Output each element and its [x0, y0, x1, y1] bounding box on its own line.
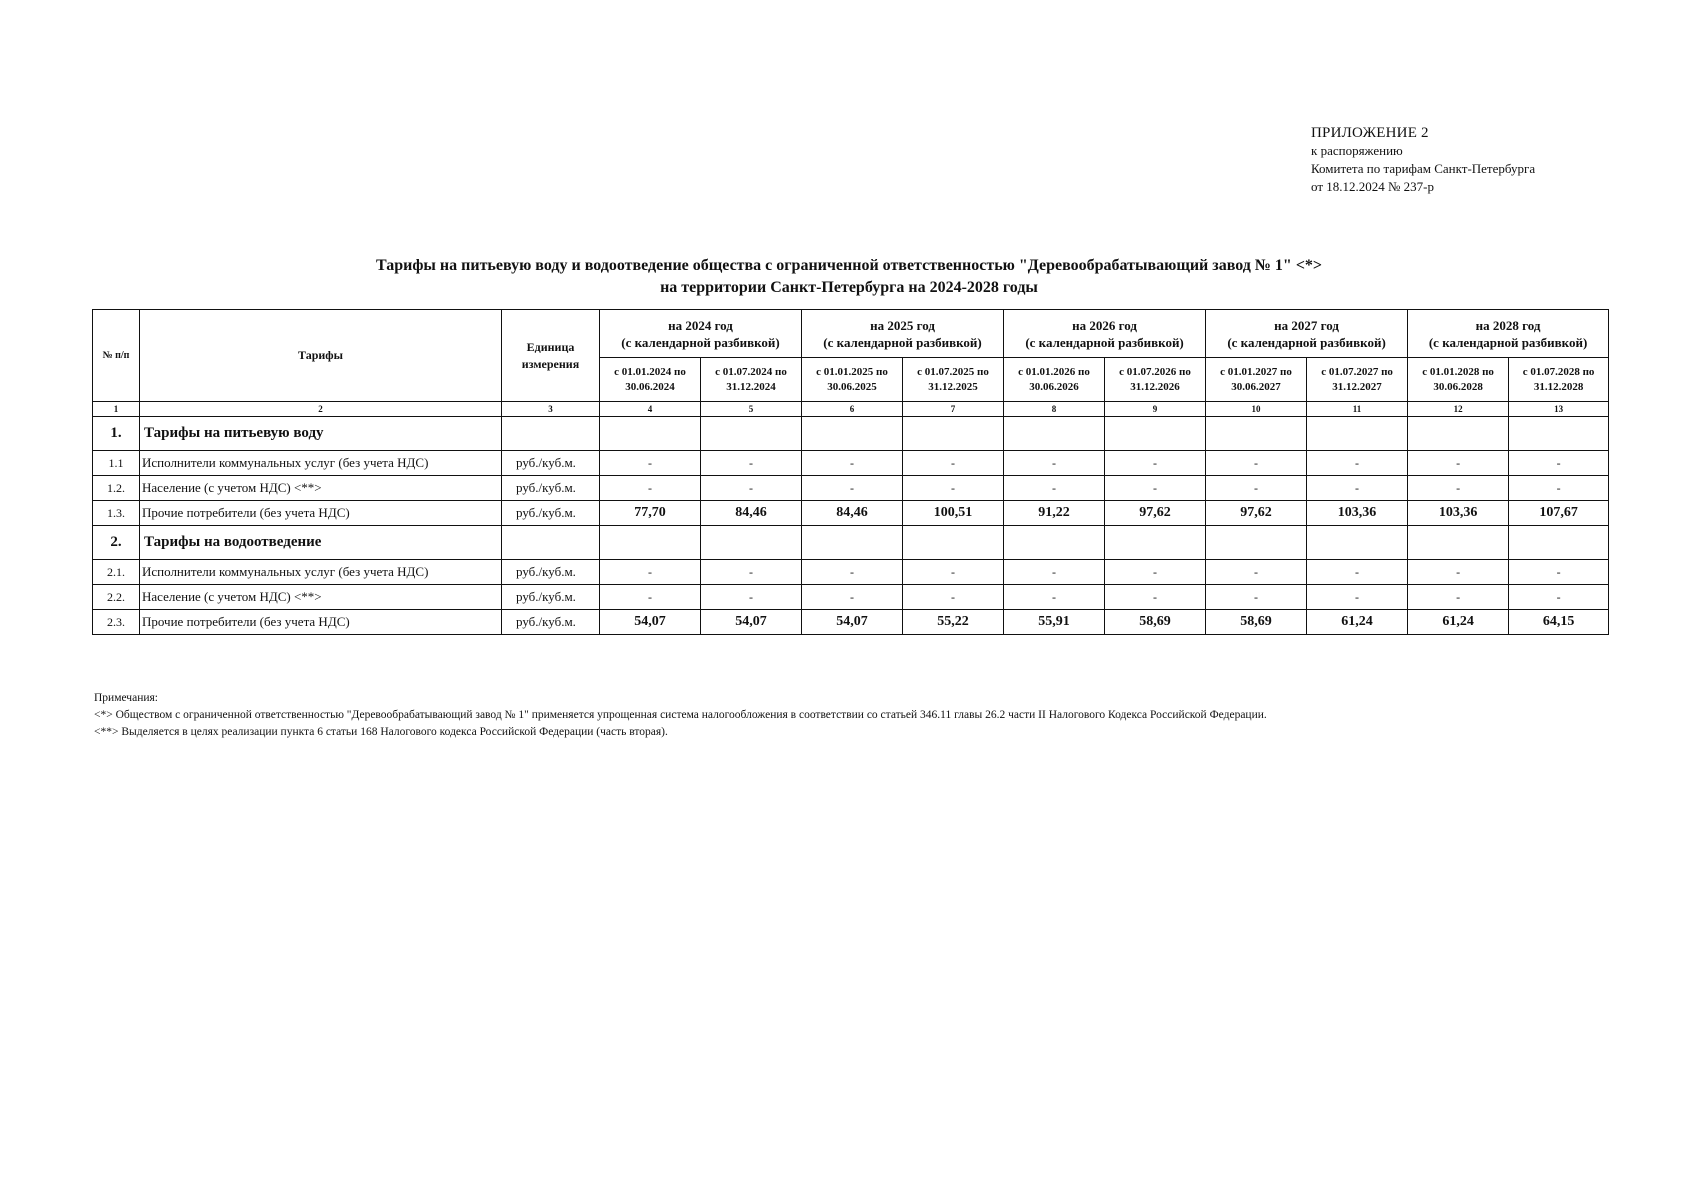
consumer-category: Исполнители коммунальных услуг (без учета НДС) [140, 451, 502, 476]
breakdown-label: (с календарной разбивкой) [1227, 334, 1386, 350]
tariff-value: 97,62 [1105, 501, 1206, 526]
empty-cell [1509, 526, 1609, 560]
tariff-value: - [903, 560, 1004, 585]
empty-cell [600, 526, 701, 560]
tariff-value: - [1408, 560, 1509, 585]
tariff-value: 107,67 [1509, 501, 1609, 526]
breakdown-label: (с календарной разбивкой) [1025, 334, 1184, 350]
row-number: 1.2. [93, 476, 140, 501]
breakdown-label: (с календарной разбивкой) [1428, 334, 1588, 350]
notes-heading: Примечания: [94, 692, 158, 704]
empty-cell [1206, 526, 1307, 560]
tariff-value: 100,51 [903, 501, 1004, 526]
column-number: 8 [1004, 402, 1105, 417]
empty-cell [1105, 526, 1206, 560]
empty-cell [502, 417, 600, 451]
empty-cell [1206, 417, 1307, 451]
tariff-value: 55,22 [903, 610, 1004, 635]
header-period: с 01.01.2028 по 30.06.2028 [1408, 358, 1509, 402]
tariff-value: - [1206, 585, 1307, 610]
header-period: с 01.01.2026 по 30.06.2026 [1004, 358, 1105, 402]
tariff-value: - [1004, 560, 1105, 585]
header-row [93, 310, 1609, 358]
header-year [1408, 310, 1609, 358]
column-number: 1 [93, 402, 140, 417]
tariff-value: - [701, 585, 802, 610]
tariff-value: - [1307, 585, 1408, 610]
header-period: с 01.01.2025 по 30.06.2025 [802, 358, 903, 402]
empty-cell [701, 526, 802, 560]
empty-cell [701, 417, 802, 451]
breakdown-label: (с календарной разбивкой) [823, 334, 982, 350]
tariff-value: 103,36 [1307, 501, 1408, 526]
tariff-value: - [701, 476, 802, 501]
header-period: с 01.07.2028 по 31.12.2028 [1509, 358, 1609, 402]
appendix-line: Комитета по тарифам Санкт-Петербурга [1311, 161, 1536, 176]
tariff-value: - [1509, 476, 1609, 501]
document-title [92, 255, 1606, 299]
column-number: 5 [701, 402, 802, 417]
tariff-value: - [1307, 451, 1408, 476]
empty-cell [802, 526, 903, 560]
document-title-line: Тарифы на питьевую воду и водоотведение общества с ограниченной ответственностью "Деревообрабатывающий завод № 1" <*> [375, 257, 1323, 274]
unit-cell: руб./куб.м. [502, 610, 600, 635]
appendix-title: ПРИЛОЖЕНИЕ 2 [1311, 125, 1429, 141]
tariff-value: - [1408, 451, 1509, 476]
empty-cell [1408, 417, 1509, 451]
note-item: <*> Обществом с ограниченной ответственностью "Деревообрабатывающий завод № 1" применяется упрощенная система налогообложения в соответствии со статьей 346.11 главы 26.2 части II Налогового Кодекса Российской Федерации. [94, 709, 1267, 721]
column-number: 12 [1408, 402, 1509, 417]
empty-cell [600, 417, 701, 451]
table-row [93, 610, 1609, 635]
header-period: с 01.01.2027 по 30.06.2027 [1206, 358, 1307, 402]
tariff-value: - [600, 451, 701, 476]
tariff-value: - [1105, 560, 1206, 585]
tariff-value: - [1004, 476, 1105, 501]
tariff-value: 61,24 [1307, 610, 1408, 635]
tariff-value: - [1509, 451, 1609, 476]
header-period: с 01.01.2024 по 30.06.2024 [600, 358, 701, 402]
tariff-value: 58,69 [1105, 610, 1206, 635]
tariff-value: - [1105, 451, 1206, 476]
tariff-value: 54,07 [701, 610, 802, 635]
tariff-value: 54,07 [802, 610, 903, 635]
tariff-value: 103,36 [1408, 501, 1509, 526]
table-row [93, 451, 1609, 476]
row-number: 2.1. [93, 560, 140, 585]
breakdown-label: (с календарной разбивкой) [621, 334, 780, 350]
unit-cell: руб./куб.м. [502, 451, 600, 476]
tariff-value: - [701, 451, 802, 476]
appendix-line: от 18.12.2024 № 237-р [1311, 179, 1434, 194]
table-row [93, 501, 1609, 526]
tariff-value: 55,91 [1004, 610, 1105, 635]
empty-cell [903, 417, 1004, 451]
section-number: 2. [93, 526, 140, 560]
tariff-value: 84,46 [802, 501, 903, 526]
consumer-category: Население (с учетом НДС) <**> [140, 585, 502, 610]
tariff-value: - [1307, 476, 1408, 501]
tariff-value: 77,70 [600, 501, 701, 526]
tariff-value: - [903, 451, 1004, 476]
column-numbers-row [93, 402, 1609, 417]
tariff-value: - [701, 560, 802, 585]
tariff-value: - [1509, 585, 1609, 610]
tariff-value: 91,22 [1004, 501, 1105, 526]
tariff-value: - [903, 476, 1004, 501]
unit-cell: руб./куб.м. [502, 560, 600, 585]
tariff-value: 84,46 [701, 501, 802, 526]
column-number: 2 [140, 402, 502, 417]
column-number: 6 [802, 402, 903, 417]
empty-cell [1307, 417, 1408, 451]
empty-cell [802, 417, 903, 451]
tariff-value: - [1206, 560, 1307, 585]
tariff-value: - [600, 560, 701, 585]
tariff-value: - [802, 476, 903, 501]
header-period: с 01.07.2025 по 31.12.2025 [903, 358, 1004, 402]
tariffs-table [92, 309, 1609, 635]
tariff-value: - [1408, 476, 1509, 501]
consumer-category: Исполнители коммунальных услуг (без учета НДС) [140, 560, 502, 585]
year-label: на 2024 год [668, 317, 733, 333]
column-number: 7 [903, 402, 1004, 417]
empty-cell [502, 526, 600, 560]
tariff-value: - [600, 585, 701, 610]
section-number: 1. [93, 417, 140, 451]
unit-cell: руб./куб.м. [502, 501, 600, 526]
column-number: 3 [502, 402, 600, 417]
year-label: на 2028 год [1475, 317, 1541, 333]
header-year [802, 310, 1004, 358]
section-row [93, 417, 1609, 451]
consumer-category: Прочие потребители (без учета НДС) [140, 501, 502, 526]
note-item: <**> Выделяется в целях реализации пункта 6 статьи 168 Налогового кодекса Российской Федерации (часть вторая). [94, 726, 668, 738]
empty-cell [1004, 526, 1105, 560]
header-period: с 01.07.2027 по 31.12.2027 [1307, 358, 1408, 402]
header-year [1004, 310, 1206, 358]
tariff-value: - [1408, 585, 1509, 610]
appendix-block [1311, 124, 1671, 196]
header-tariffs: Тарифы [140, 310, 502, 402]
table-row [93, 560, 1609, 585]
tariff-value: - [1004, 585, 1105, 610]
row-number: 1.1 [93, 451, 140, 476]
document-title-line: на территории Санкт-Петербурга на 2024-2028 годы [660, 279, 1038, 296]
unit-cell: руб./куб.м. [502, 476, 600, 501]
appendix-line: к распоряжению [1311, 143, 1403, 158]
section-name: Тарифы на питьевую воду [140, 417, 502, 451]
column-number: 13 [1509, 402, 1609, 417]
empty-cell [1408, 526, 1509, 560]
table-row [93, 585, 1609, 610]
unit-cell: руб./куб.м. [502, 585, 600, 610]
header-year [600, 310, 802, 358]
header-num: № п/п [93, 310, 140, 402]
tariff-value: - [1105, 476, 1206, 501]
tariff-value: - [903, 585, 1004, 610]
empty-cell [1509, 417, 1609, 451]
year-label: на 2027 год [1274, 317, 1339, 333]
consumer-category: Население (с учетом НДС) <**> [140, 476, 502, 501]
tariff-value: - [1004, 451, 1105, 476]
empty-cell [903, 526, 1004, 560]
tariff-value: - [1206, 451, 1307, 476]
consumer-category: Прочие потребители (без учета НДС) [140, 610, 502, 635]
header-period: с 01.07.2026 по 31.12.2026 [1105, 358, 1206, 402]
tariff-value: - [1307, 560, 1408, 585]
empty-cell [1105, 417, 1206, 451]
empty-cell [1307, 526, 1408, 560]
section-row [93, 526, 1609, 560]
row-number: 2.3. [93, 610, 140, 635]
header-unit: Единица измерения [502, 310, 600, 402]
row-number: 2.2. [93, 585, 140, 610]
section-name: Тарифы на водоотведение [140, 526, 502, 560]
column-number: 4 [600, 402, 701, 417]
tariff-value: - [802, 560, 903, 585]
tariff-value: - [1206, 476, 1307, 501]
column-number: 10 [1206, 402, 1307, 417]
year-label: на 2026 год [1072, 317, 1137, 333]
tariff-value: - [600, 476, 701, 501]
tariff-value: - [802, 451, 903, 476]
table-row [93, 476, 1609, 501]
tariff-value: 61,24 [1408, 610, 1509, 635]
header-period: с 01.07.2024 по 31.12.2024 [701, 358, 802, 402]
tariff-value: - [802, 585, 903, 610]
row-number: 1.3. [93, 501, 140, 526]
tariff-value: - [1509, 560, 1609, 585]
tariff-value: 58,69 [1206, 610, 1307, 635]
empty-cell [1004, 417, 1105, 451]
tariff-value: 54,07 [600, 610, 701, 635]
tariff-value: - [1105, 585, 1206, 610]
year-label: на 2025 год [870, 317, 935, 333]
header-year [1206, 310, 1408, 358]
notes-block [94, 690, 1634, 741]
tariff-value: 64,15 [1509, 610, 1609, 635]
column-number: 11 [1307, 402, 1408, 417]
tariff-value: 97,62 [1206, 501, 1307, 526]
column-number: 9 [1105, 402, 1206, 417]
